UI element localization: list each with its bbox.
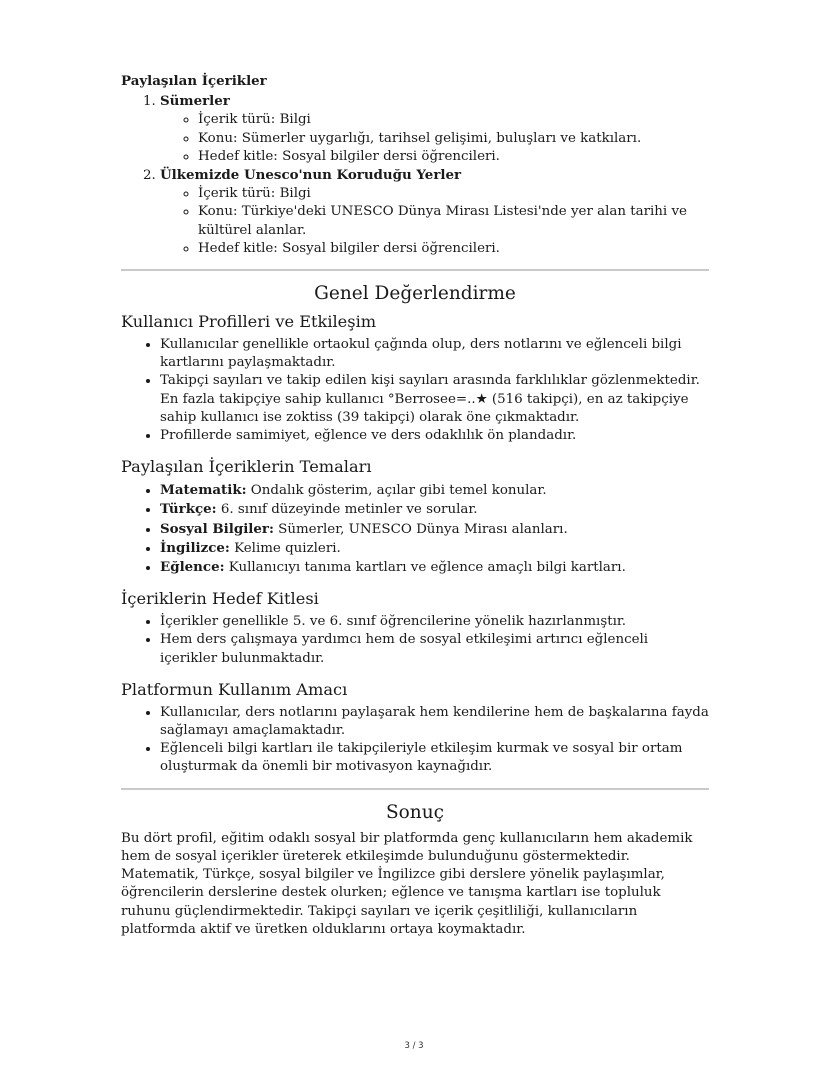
audience-section [121,588,709,668]
shared-item [160,166,709,258]
divider [121,269,709,271]
page-number: 3 / 3 [404,1041,424,1051]
purpose-list [121,704,709,777]
theme-text: Kullanıcıyı tanıma kartları ve eğlence amaçlı bilgi kartları. [224,560,626,576]
themes-section [121,456,709,577]
list-item [160,520,709,539]
theme-label: İngilizce: [160,539,230,556]
shared-contents-list [121,92,709,258]
shared-item-name: Ülkemizde Unesco'nun Koruduğu Yerler [160,167,462,184]
detail-item: ◦ Konu: Sümerler uygarlığı, tarihsel gelişimi, buluşları ve katkıları. [198,130,709,148]
shared-contents-section [121,72,709,258]
profiles-section [121,311,709,445]
conclusion-text: Bu dört profil, eğitim odaklı sosyal bir platformda genç kullanıcıların hem akademik hem de sosyal içerikler üreterek etkileşimde bulunduğunu göstermektedir. Matematik, Türkçe, sosyal bilgiler ve İngilizce gibi derslere yönelik paylaşımlar, öğrencilerin derslerine destek olurken; eğlence ve tanışma kartları ise topluluk ruhunu güçlendirmektedir. Takipçi sayıları ve içerik çeşitliliği, kullanıcıların platformda aktif ve üretken olduklarını ortaya koymaktadır. [121,830,693,937]
document-page [121,72,709,939]
evaluation-title: Genel Değerlendirme [314,283,516,305]
theme-text: Kelime quizleri. [229,540,341,556]
theme-text: Ondalık gösterim, açılar gibi temel konular. [246,483,547,499]
themes-heading: Paylaşılan İçeriklerin Temaları [121,457,372,477]
profiles-list [121,336,709,445]
theme-text: 6. sınıf düzeyinde metinler ve sorular. [216,502,478,518]
list-item [160,481,709,500]
divider [121,788,709,790]
theme-label: Türkçe: [160,501,217,518]
conclusion-title: Sonuç [385,801,444,823]
audience-list [121,613,709,668]
themes-list [121,481,709,577]
list-item [160,558,709,577]
list-item: • Takipçi sayıları ve takip edilen kişi sayıları arasında farklılıklar gözlenmektedir. En fazla takipçiye sahip kullanıcı °Berrosee=..★ (516 takipçi), en az takipçiye sahip kullanıcı ise zoktiss (39 takipçi) olarak öne çıkmaktadır. [160,372,709,427]
shared-item-name: Sümerler [160,93,230,110]
shared-item-details [160,185,709,258]
theme-text: Sümerler, UNESCO Dünya Mirası alanları. [273,521,568,537]
profiles-heading: Kullanıcı Profilleri ve Etkileşim [121,312,377,332]
theme-label: Matematik: [160,482,247,499]
purpose-heading: Platformun Kullanım Amacı [121,679,348,699]
shared-contents-title: Paylaşılan İçerikler [121,73,267,89]
list-item [160,539,709,558]
list-item: • Eğlenceli bilgi kartları ile takipçileriyle etkileşim kurmak ve sosyal bir ortam oluşturmak da önemli bir motivasyon kaynağıdır. [160,740,709,776]
detail-item: ◦ Hedef kitle: Sosyal bilgiler dersi öğrencileri. [198,148,709,166]
audience-heading: İçeriklerin Hedef Kitlesi [121,589,319,609]
list-item [160,500,709,519]
list-item: • Kullanıcılar, ders notlarını paylaşarak hem kendilerine hem de başkalarına fayda sağlamayı amaçlamaktadır. [160,704,709,740]
shared-item [160,92,709,166]
purpose-section [121,679,709,777]
list-item: • Kullanıcılar genellikle ortaokul çağında olup, ders notlarını ve eğlenceli bilgi kartlarını paylaşmaktadır. [160,336,709,372]
detail-item: ◦ Konu: Türkiye'deki UNESCO Dünya Mirası Listesi'nde yer alan tarihi ve kültürel alanlar. [198,203,709,239]
theme-label: Eğlence: [160,559,225,576]
detail-item: ◦ Hedef kitle: Sosyal bilgiler dersi öğrencileri. [198,240,709,258]
theme-label: Sosyal Bilgiler: [160,520,274,537]
list-item: • Profillerde samimiyet, eğlence ve ders odaklılık ön plandadır. [160,427,709,445]
list-item: • İçerikler genellikle 5. ve 6. sınıf öğrencilerine yönelik hazırlanmıştır. [160,613,709,631]
detail-item: ◦ İçerik türü: Bilgi [198,185,709,203]
detail-item: ◦ İçerik türü: Bilgi [198,111,709,129]
shared-item-details [160,111,709,166]
list-item: • Hem ders çalışmaya yardımcı hem de sosyal etkileşimi artırıcı eğlenceli içerikler bulunmaktadır. [160,631,709,667]
